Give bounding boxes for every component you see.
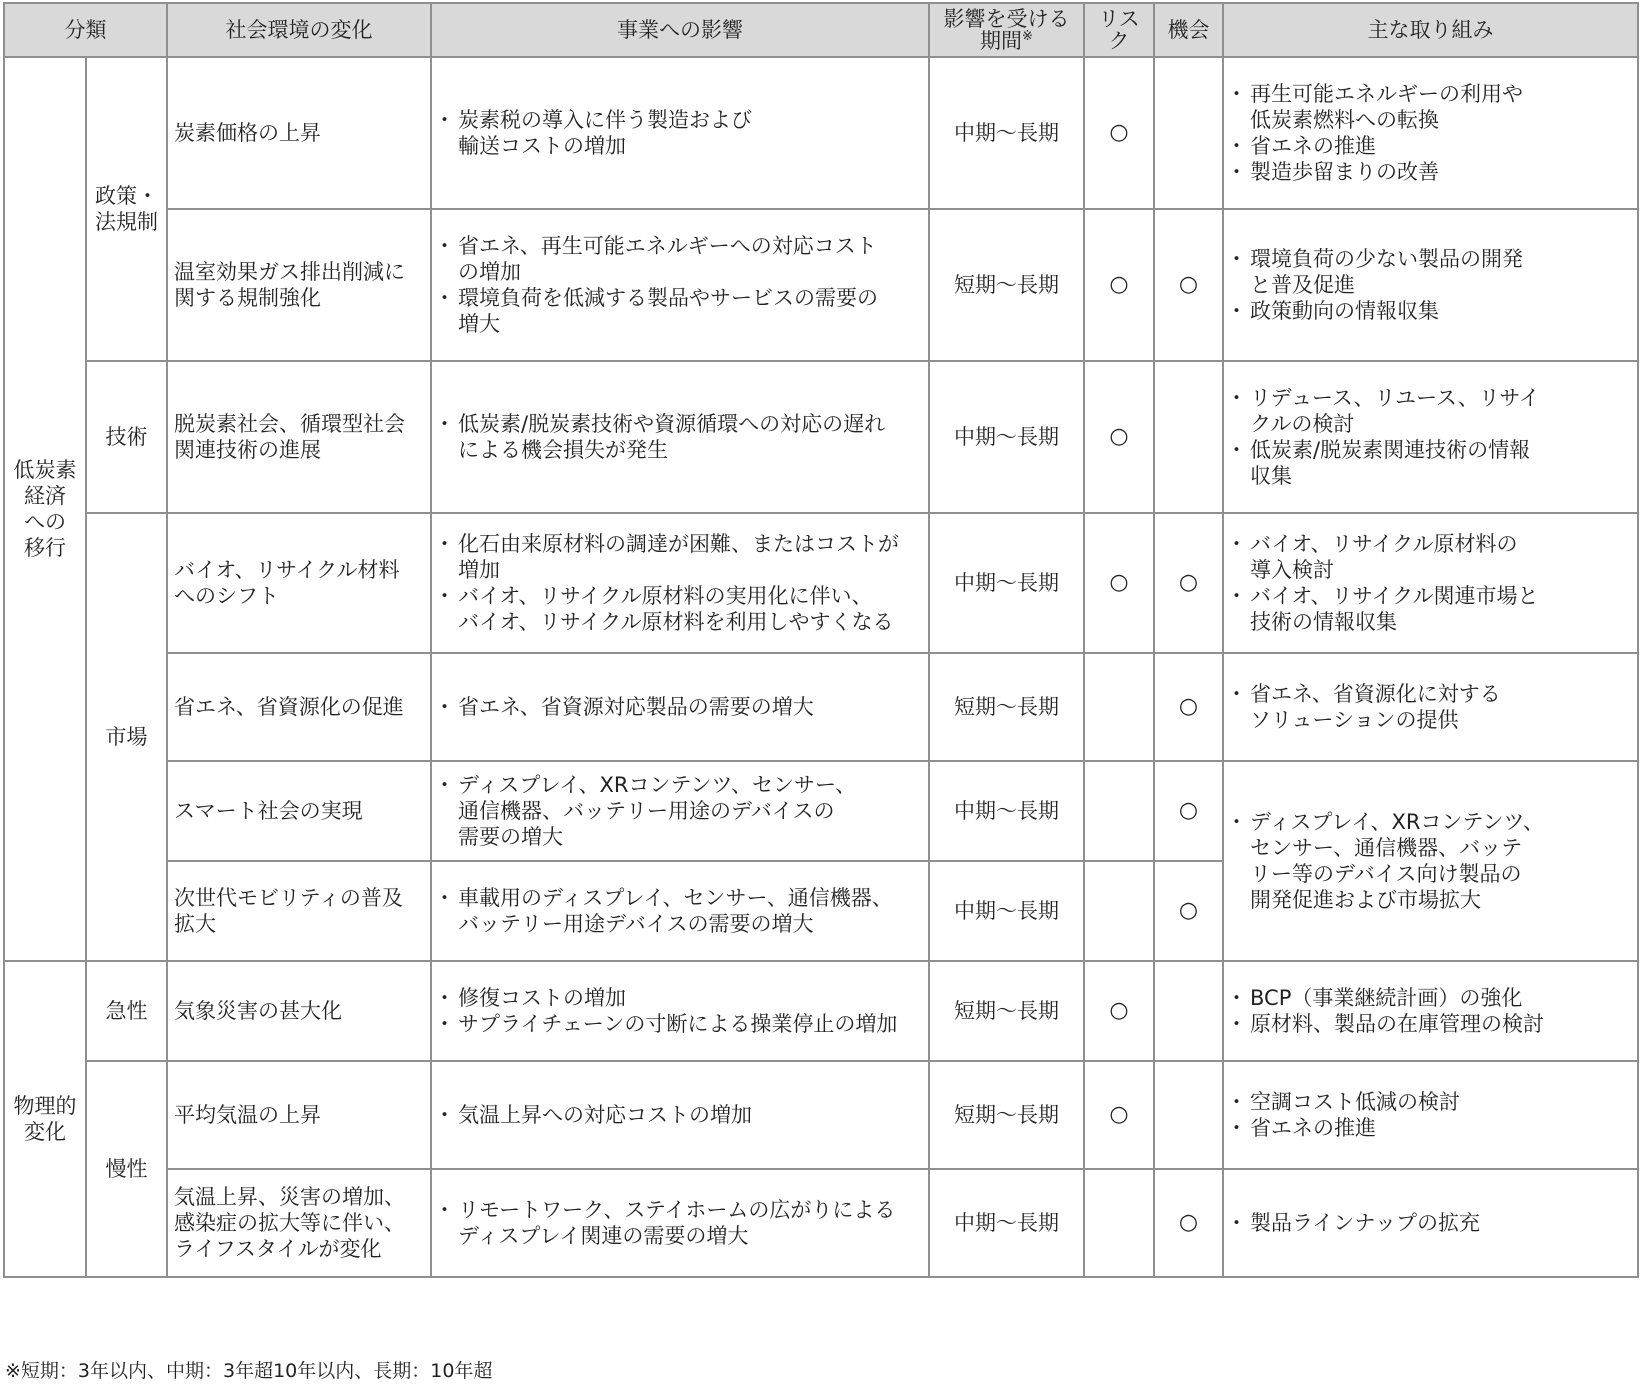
action-item: ・ 低炭素/脱炭素関連技術の情報 収集 xyxy=(1230,437,1631,489)
opportunity-cell: ○ xyxy=(1154,513,1223,653)
opportunity-cell: ○ xyxy=(1154,761,1223,861)
impact-cell xyxy=(431,653,929,761)
impact-item: ・ 車載用のディスプレイ、センサー、通信機器、 バッテリー用途デバイスの需要の増大 xyxy=(438,885,922,937)
impact-item: ・ 気温上昇への対応コストの増加 xyxy=(438,1102,922,1128)
change-text: 関連技術の進展 xyxy=(174,438,321,462)
action-item: ・ バイオ、リサイクル原材料の 導入検討 xyxy=(1230,531,1631,583)
subcategory-chronic: 慢性 xyxy=(86,1061,167,1277)
change-text: へのシフト xyxy=(174,584,279,608)
subcategory-acute: 急性 xyxy=(86,961,167,1061)
impact-item-list xyxy=(438,772,922,850)
table-row xyxy=(4,1061,1638,1169)
risk-cell: ○ xyxy=(1084,361,1154,513)
footnote: ※短期：3年以内、中期：3年超10年以内、長期：10年超 xyxy=(5,1360,493,1382)
action-item-list xyxy=(1230,985,1631,1037)
risk-cell xyxy=(1084,653,1154,761)
change-cell xyxy=(167,209,431,361)
action-item: ・ ディスプレイ、XRコンテンツ、 センサー、通信機器、バッテ リー等のデバイス向け製品の 開発促進および市場拡大 xyxy=(1230,809,1631,913)
header-period-line1: 影響を受ける xyxy=(943,7,1070,31)
action-item-list xyxy=(1230,385,1631,489)
header-period-note: ※ xyxy=(1022,29,1033,44)
impact-cell xyxy=(431,861,929,961)
action-item: ・ 省エネの推進 xyxy=(1230,1115,1631,1141)
opportunity-cell: ○ xyxy=(1154,209,1223,361)
actions-cell xyxy=(1223,653,1638,761)
change-text: スマート社会の実現 xyxy=(174,799,363,823)
period-cell: 短期～長期 xyxy=(929,961,1084,1061)
impact-item: ・ 修復コストの増加 xyxy=(438,985,922,1011)
actions-cell xyxy=(1223,361,1638,513)
period-cell: 中期～長期 xyxy=(929,57,1084,209)
impact-item: ・ ディスプレイ、XRコンテンツ、センサー、 通信機器、バッテリー用途のデバイスの 需要の増大 xyxy=(438,772,922,850)
action-item: ・ 製品ラインナップの拡充 xyxy=(1230,1210,1631,1236)
action-item-list xyxy=(1230,81,1631,185)
header-opportunity: 機会 xyxy=(1154,3,1223,57)
change-text: 省エネ、省資源化の促進 xyxy=(174,695,404,719)
table-row xyxy=(4,513,1638,653)
change-text: 関する規制強化 xyxy=(174,286,321,310)
subcategory-policy-line: 政策・ xyxy=(95,184,158,208)
action-item: ・ 政策動向の情報収集 xyxy=(1230,298,1631,324)
action-item: ・ 製造歩留まりの改善 xyxy=(1230,159,1631,185)
risk-cell xyxy=(1084,1169,1154,1277)
action-item-list xyxy=(1230,1089,1631,1141)
change-text: 気象災害の甚大化 xyxy=(174,999,342,1023)
category-transition xyxy=(4,57,86,961)
action-item-list xyxy=(1230,531,1631,635)
actions-cell xyxy=(1223,57,1638,209)
action-item-list xyxy=(1230,1210,1631,1236)
action-item: ・ 原材料、製品の在庫管理の検討 xyxy=(1230,1011,1631,1037)
change-cell xyxy=(167,361,431,513)
header-period xyxy=(929,3,1084,57)
opportunity-cell: ○ xyxy=(1154,861,1223,961)
category-transition-line: 経済 xyxy=(24,484,66,508)
impact-cell xyxy=(431,961,929,1061)
opportunity-cell xyxy=(1154,961,1223,1061)
opportunity-cell xyxy=(1154,1061,1223,1169)
change-cell xyxy=(167,653,431,761)
period-cell: 短期～長期 xyxy=(929,1061,1084,1169)
subcategory-policy-line: 法規制 xyxy=(95,210,158,234)
opportunity-cell xyxy=(1154,57,1223,209)
table-row xyxy=(4,1169,1638,1277)
change-text: 脱炭素社会、循環型社会 xyxy=(174,412,405,436)
actions-cell xyxy=(1223,209,1638,361)
header-row xyxy=(4,3,1638,57)
change-text: 感染症の拡大等に伴い、 xyxy=(174,1211,405,1235)
period-cell: 短期～長期 xyxy=(929,209,1084,361)
header-risk: リスク xyxy=(1084,3,1154,57)
change-text: 気温上昇、災害の増加、 xyxy=(174,1185,405,1209)
change-cell xyxy=(167,761,431,861)
impact-cell xyxy=(431,1061,929,1169)
impact-item-list xyxy=(438,1102,922,1128)
impact-item-list xyxy=(438,885,922,937)
action-item: ・ リデュース、リユース、リサイ クルの検討 xyxy=(1230,385,1631,437)
impact-cell xyxy=(431,1169,929,1277)
risk-cell: ○ xyxy=(1084,209,1154,361)
change-cell xyxy=(167,513,431,653)
action-item: ・ 空調コスト低減の検討 xyxy=(1230,1089,1631,1115)
category-physical-line: 変化 xyxy=(24,1120,66,1144)
table-row xyxy=(4,209,1638,361)
change-cell xyxy=(167,57,431,209)
header-impact: 事業への影響 xyxy=(431,3,929,57)
change-text: バイオ、リサイクル材料 xyxy=(174,558,400,582)
impact-item: ・ バイオ、リサイクル原材料の実用化に伴い、 バイオ、リサイクル原材料を利用しやすくなる xyxy=(438,583,922,635)
change-text: ライフスタイルが変化 xyxy=(174,1237,382,1261)
impact-item-list xyxy=(438,985,922,1037)
risk-cell: ○ xyxy=(1084,513,1154,653)
change-text: 温室効果ガス排出削減に xyxy=(174,260,405,284)
risk-cell xyxy=(1084,861,1154,961)
impact-item-list xyxy=(438,694,922,720)
category-physical xyxy=(4,961,86,1277)
risk-cell: ○ xyxy=(1084,1061,1154,1169)
table-row xyxy=(4,761,1638,861)
change-text: 拡大 xyxy=(174,912,216,936)
subcategory-policy xyxy=(86,57,167,361)
climate-risk-table xyxy=(3,2,1639,1278)
risk-cell: ○ xyxy=(1084,57,1154,209)
impact-item: ・ 省エネ、再生可能エネルギーへの対応コスト の増加 xyxy=(438,233,922,285)
action-item: ・ 省エネの推進 xyxy=(1230,133,1631,159)
header-category: 分類 xyxy=(4,3,167,57)
action-item: ・ バイオ、リサイクル関連市場と 技術の情報収集 xyxy=(1230,583,1631,635)
impact-item: ・ リモートワーク、ステイホームの広がりによる ディスプレイ関連の需要の増大 xyxy=(438,1197,922,1249)
impact-cell xyxy=(431,209,929,361)
impact-item: ・ 低炭素/脱炭素技術や資源循環への対応の遅れ による機会損失が発生 xyxy=(438,411,922,463)
action-item-list xyxy=(1230,681,1631,733)
actions-cell xyxy=(1223,1061,1638,1169)
change-text: 次世代モビリティの普及 xyxy=(174,886,403,910)
table-row xyxy=(4,961,1638,1061)
action-item: ・ 環境負荷の少ない製品の開発 と普及促進 xyxy=(1230,246,1631,298)
table-row xyxy=(4,57,1638,209)
table-row xyxy=(4,653,1638,761)
action-item-list xyxy=(1230,246,1631,324)
impact-item-list xyxy=(438,107,922,159)
opportunity-cell: ○ xyxy=(1154,653,1223,761)
period-cell: 中期～長期 xyxy=(929,1169,1084,1277)
actions-cell xyxy=(1223,761,1638,961)
impact-item: ・ サプライチェーンの寸断による操業停止の増加 xyxy=(438,1011,922,1037)
action-item: ・ 再生可能エネルギーの利用や 低炭素燃料への転換 xyxy=(1230,81,1631,133)
period-cell: 中期～長期 xyxy=(929,761,1084,861)
opportunity-cell xyxy=(1154,361,1223,513)
header-actions: 主な取り組み xyxy=(1223,3,1638,57)
actions-cell xyxy=(1223,513,1638,653)
actions-cell xyxy=(1223,961,1638,1061)
category-transition-line: 低炭素 xyxy=(13,458,77,482)
action-item: ・ 省エネ、省資源化に対する ソリューションの提供 xyxy=(1230,681,1631,733)
header-change: 社会環境の変化 xyxy=(167,3,431,57)
impact-item: ・ 化石由来原材料の調達が困難、またはコストが 増加 xyxy=(438,531,922,583)
opportunity-cell: ○ xyxy=(1154,1169,1223,1277)
actions-cell xyxy=(1223,1169,1638,1277)
change-cell xyxy=(167,861,431,961)
impact-cell xyxy=(431,513,929,653)
impact-item: ・ 炭素税の導入に伴う製造および 輸送コストの増加 xyxy=(438,107,922,159)
change-cell xyxy=(167,1169,431,1277)
table-row xyxy=(4,361,1638,513)
impact-cell xyxy=(431,761,929,861)
impact-cell xyxy=(431,57,929,209)
impact-item: ・ 省エネ、省資源対応製品の需要の増大 xyxy=(438,694,922,720)
change-cell xyxy=(167,1061,431,1169)
period-cell: 中期～長期 xyxy=(929,861,1084,961)
period-cell: 中期～長期 xyxy=(929,513,1084,653)
risk-cell xyxy=(1084,761,1154,861)
action-item-list xyxy=(1230,809,1631,913)
header-period-line2: 期間 xyxy=(980,29,1023,53)
impact-item-list xyxy=(438,531,922,635)
subcategory-market: 市場 xyxy=(86,513,167,961)
change-text: 平均気温の上昇 xyxy=(174,1103,321,1127)
period-cell: 中期～長期 xyxy=(929,361,1084,513)
impact-item: ・ 環境負荷を低減する製品やサービスの需要の 増大 xyxy=(438,285,922,337)
category-transition-line: への xyxy=(24,510,66,534)
change-cell xyxy=(167,961,431,1061)
category-physical-line: 物理的 xyxy=(13,1094,77,1118)
risk-cell: ○ xyxy=(1084,961,1154,1061)
impact-item-list xyxy=(438,1197,922,1249)
subcategory-technology: 技術 xyxy=(86,361,167,513)
impact-cell xyxy=(431,361,929,513)
category-transition-line: 移行 xyxy=(24,536,66,560)
impact-item-list xyxy=(438,233,922,337)
impact-item-list xyxy=(438,411,922,463)
action-item: ・ BCP（事業継続計画）の強化 xyxy=(1230,985,1631,1011)
change-text: 炭素価格の上昇 xyxy=(174,121,321,145)
period-cell: 短期～長期 xyxy=(929,653,1084,761)
